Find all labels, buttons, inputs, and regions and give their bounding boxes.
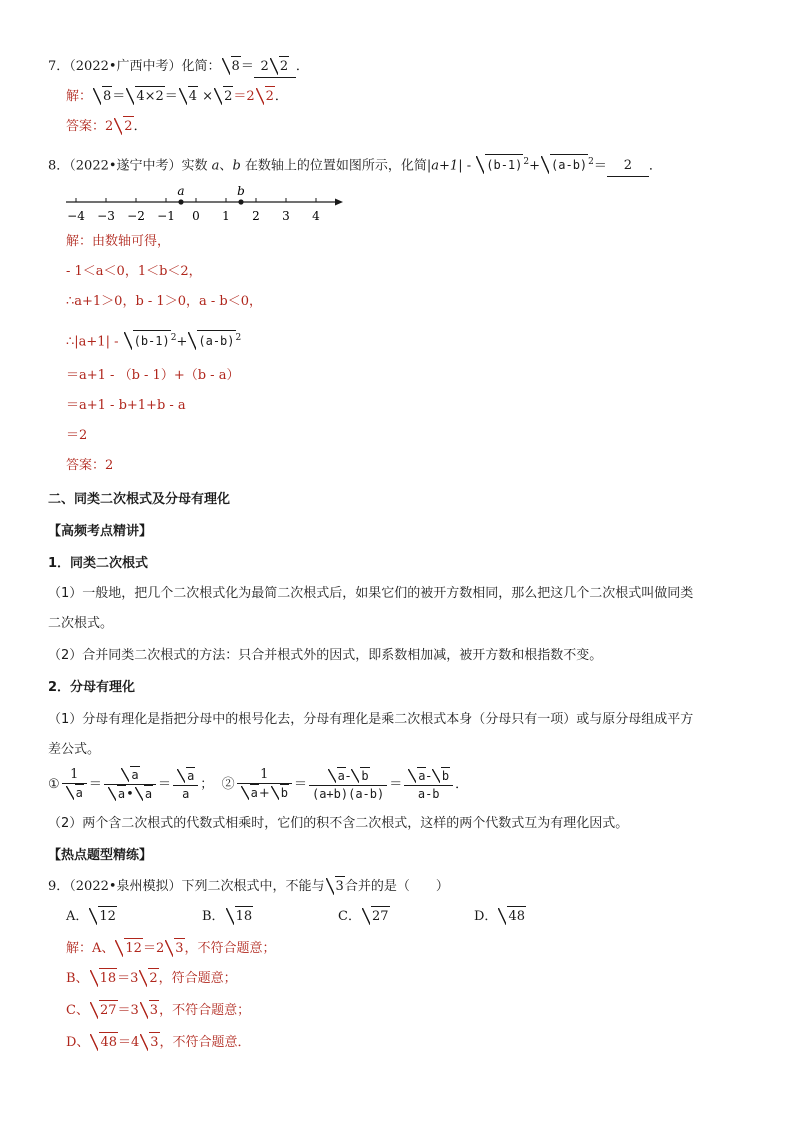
paragraph-2: （2）合并同类二次根式的方法：只合并根式外的因式，即系数相加减，被开方数和根指数不变。 — [48, 648, 603, 663]
q7-answer: 答案：2 2． — [66, 116, 147, 137]
point-a-marker — [178, 199, 183, 204]
q8-answer-blank: 2 — [607, 156, 649, 177]
q9-sol-a: 解：A、 12＝2 3，不符合题意； — [66, 938, 276, 959]
option-b[interactable]: B． 18 — [202, 906, 338, 927]
option-c[interactable]: C． 27 — [338, 906, 474, 927]
paragraph-1b: 二次根式。 — [48, 616, 114, 631]
heading-similar-radicals: 1．同类二次根式 — [48, 556, 149, 571]
option-a[interactable]: A． 12 — [66, 906, 202, 927]
radical: 8 — [222, 56, 241, 77]
axis-tick-label: −1 — [157, 209, 175, 223]
axis-tick-label: −3 — [97, 209, 115, 223]
axis-tick-label: 1 — [222, 209, 230, 223]
option-d[interactable]: D． 48 — [474, 906, 526, 927]
q8-sol-line6: ＝a+1 - b+1+b - a — [66, 398, 186, 413]
q8-sol-line4: ∴|a+1| - $(b-1)^2+ (a-b)^2$ — [66, 328, 241, 352]
q9-stem: 9．（2022•泉州模拟）下列二次根式中，不能与 3合并的是（ ） — [48, 876, 449, 897]
q8-sol-line7: ＝2 — [66, 428, 88, 443]
q7-answer-blank: 2 2 — [254, 56, 296, 78]
q8-sol-line5: ＝a+1 - （b - 1）+（b - a） — [66, 368, 240, 383]
paragraph-3a: （1）分母有理化是指把分母中的根号化去，分母有理化是乘二次根式本身（分母只有一项）或与原分母组成平方 — [48, 712, 694, 727]
q8-sol-line2: - 1＜a＜0，1＜b＜2， — [66, 264, 202, 279]
paragraph-1a: （1）一般地，把几个二次根式化为最简二次根式后，如果它们的被开方数相同，那么把这几个二次根式叫做同类 — [48, 586, 694, 601]
point-b-label: b — [237, 184, 245, 198]
paragraph-3b: 差公式。 — [48, 742, 101, 757]
paragraph-4: （2）两个含二次根式的代数式相乘时，它们的积不含二次根式，这样的两个代数式互为有理化因式。 — [48, 816, 629, 831]
q8-sol-line3: ∴a+1＞0，b - 1＞0，a - b＜0， — [66, 294, 262, 309]
q8-stem: 8．（2022•遂宁中考）实数 a、b 在数轴上的位置如图所示，化简$|a+1| - (b-1)^2+ (a-b)^2= 2$ ． — [48, 152, 662, 177]
q7-stem: 7．（2022•广西中考）化简： 8＝ 2 2 ． — [48, 56, 309, 78]
q8-sol-line1: 解：由数轴可得， — [66, 234, 171, 249]
subsection-practice: 【热点题型精练】 — [48, 848, 153, 863]
axis-tick-label: −4 — [67, 209, 85, 223]
point-a-label: a — [177, 184, 185, 198]
subsection-high-frequency: 【高频考点精讲】 — [48, 524, 153, 539]
point-b-marker — [238, 199, 243, 204]
axis-tick-label: 4 — [312, 209, 320, 223]
q9-sol-d: D、 48＝4 3，不符合题意． — [66, 1032, 251, 1053]
rationalization-formulas: ① $\frac{1}{a}$ ＝ $\frac{a}{a• a}$ ＝ $\frac{a}{a}$ ； ② $\frac{1}{a+ b}$ ＝ $\frac{a- b}{(a+b)(a-b)}$ ＝ $\frac{a- b}{a-b}$ ． — [48, 767, 469, 802]
q9-sol-c: C、 27＝3 3，不符合题意； — [66, 1000, 250, 1021]
section-title: 二、同类二次根式及分母有理化 — [48, 492, 231, 507]
axis-tick-label: 2 — [252, 209, 260, 223]
axis-tick-label: 3 — [282, 209, 290, 223]
axis-tick-label: −2 — [127, 209, 145, 223]
q7-prefix: 7．（2022•广西中考）化简： — [48, 59, 221, 74]
axis-tick-label: 0 — [192, 209, 200, 223]
heading-rationalize: 2．分母有理化 — [48, 680, 136, 695]
q9-options — [66, 906, 566, 927]
number-line-figure — [60, 180, 350, 228]
q9-sol-b: B、 18＝3 2，符合题意； — [66, 968, 237, 989]
q8-answer: 答案：2 — [66, 458, 114, 473]
q7-solution: 解： 8＝ 4×2＝ 4 × 2＝2 2． — [66, 86, 288, 107]
